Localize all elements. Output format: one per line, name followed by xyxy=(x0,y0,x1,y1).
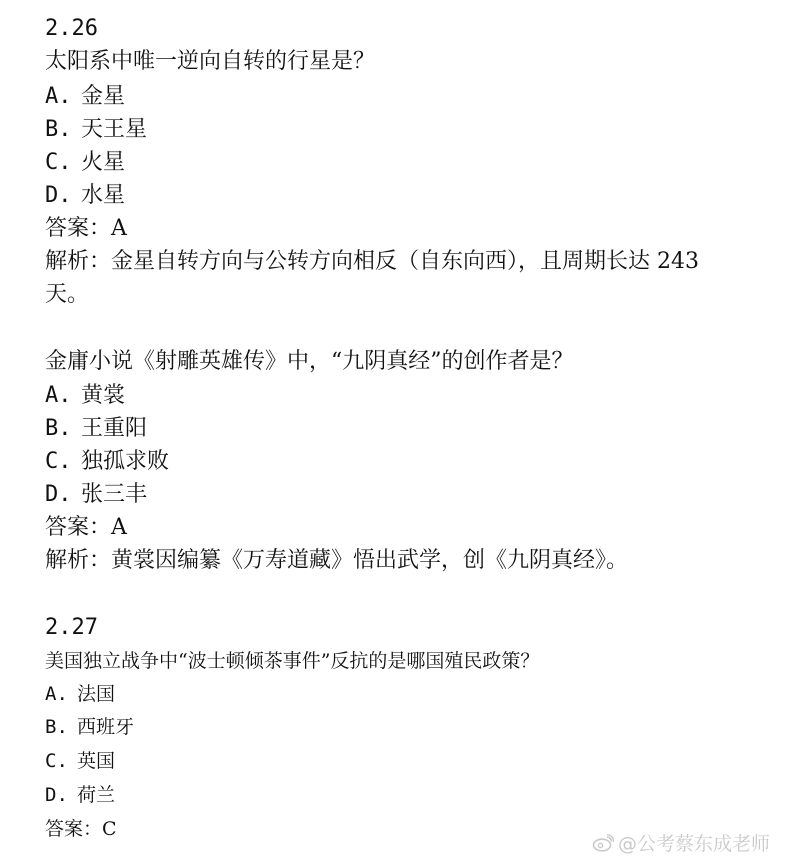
weibo-icon xyxy=(592,834,614,852)
question-number: 2.27 xyxy=(45,615,98,640)
option-letter: B. xyxy=(45,716,68,738)
explanation-line-continued: 天。 xyxy=(45,282,90,307)
option-letter: A. xyxy=(45,683,68,705)
option-text: 水星 xyxy=(81,183,126,208)
option-text: 荷兰 xyxy=(77,784,116,806)
question-text: 金庸小说《射雕英雄传》中，“九阴真经”的创作者是？ xyxy=(45,349,574,374)
option-text: 西班牙 xyxy=(77,716,135,738)
option-letter: C. xyxy=(45,750,68,772)
option-c xyxy=(45,752,115,771)
option-letter: D. xyxy=(45,183,72,208)
option-letter: C. xyxy=(45,150,72,175)
answer-line: 答案：A xyxy=(45,515,127,540)
option-text: 金星 xyxy=(81,84,126,109)
option-text: 张三丰 xyxy=(81,482,148,507)
option-letter: B. xyxy=(45,117,72,142)
option-b xyxy=(45,119,147,141)
answer-line: 答案：A xyxy=(45,216,127,241)
explanation-line: 解析：金星自转方向与公转方向相反（自东向西），且周期长达 243 xyxy=(45,249,699,274)
option-b xyxy=(45,418,147,440)
option-text: 黄裳 xyxy=(81,383,126,408)
option-a xyxy=(45,385,125,407)
option-letter: D. xyxy=(45,482,72,507)
question-text: 太阳系中唯一逆向自转的行星是？ xyxy=(45,49,376,74)
option-c xyxy=(45,152,125,174)
option-letter: B. xyxy=(45,416,72,441)
option-text: 天王星 xyxy=(81,117,148,142)
option-a xyxy=(45,685,115,704)
option-letter: D. xyxy=(45,784,68,806)
option-letter: C. xyxy=(45,449,72,474)
question-text: 美国独立战争中“波士顿倾茶事件”反抗的是哪国殖民政策？ xyxy=(45,650,540,672)
watermark-text: @公考蔡东成老师 xyxy=(618,833,771,855)
option-c xyxy=(45,451,169,473)
option-d xyxy=(45,185,125,207)
option-a xyxy=(45,86,125,108)
option-text: 法国 xyxy=(77,683,116,705)
option-text: 英国 xyxy=(77,750,116,772)
question-number: 2.26 xyxy=(45,16,98,41)
option-text: 王重阳 xyxy=(81,416,148,441)
option-text: 火星 xyxy=(81,150,126,175)
option-d xyxy=(45,786,115,805)
option-d xyxy=(45,484,147,506)
answer-line: 答案：C xyxy=(45,818,117,840)
option-text: 独孤求败 xyxy=(81,449,170,474)
option-b xyxy=(45,718,134,737)
option-letter: A. xyxy=(45,84,72,109)
option-letter: A. xyxy=(45,383,72,408)
explanation-line: 解析：黄裳因编纂《万寿道藏》悟出武学，创《九阴真经》。 xyxy=(45,548,629,573)
watermark xyxy=(592,829,770,856)
